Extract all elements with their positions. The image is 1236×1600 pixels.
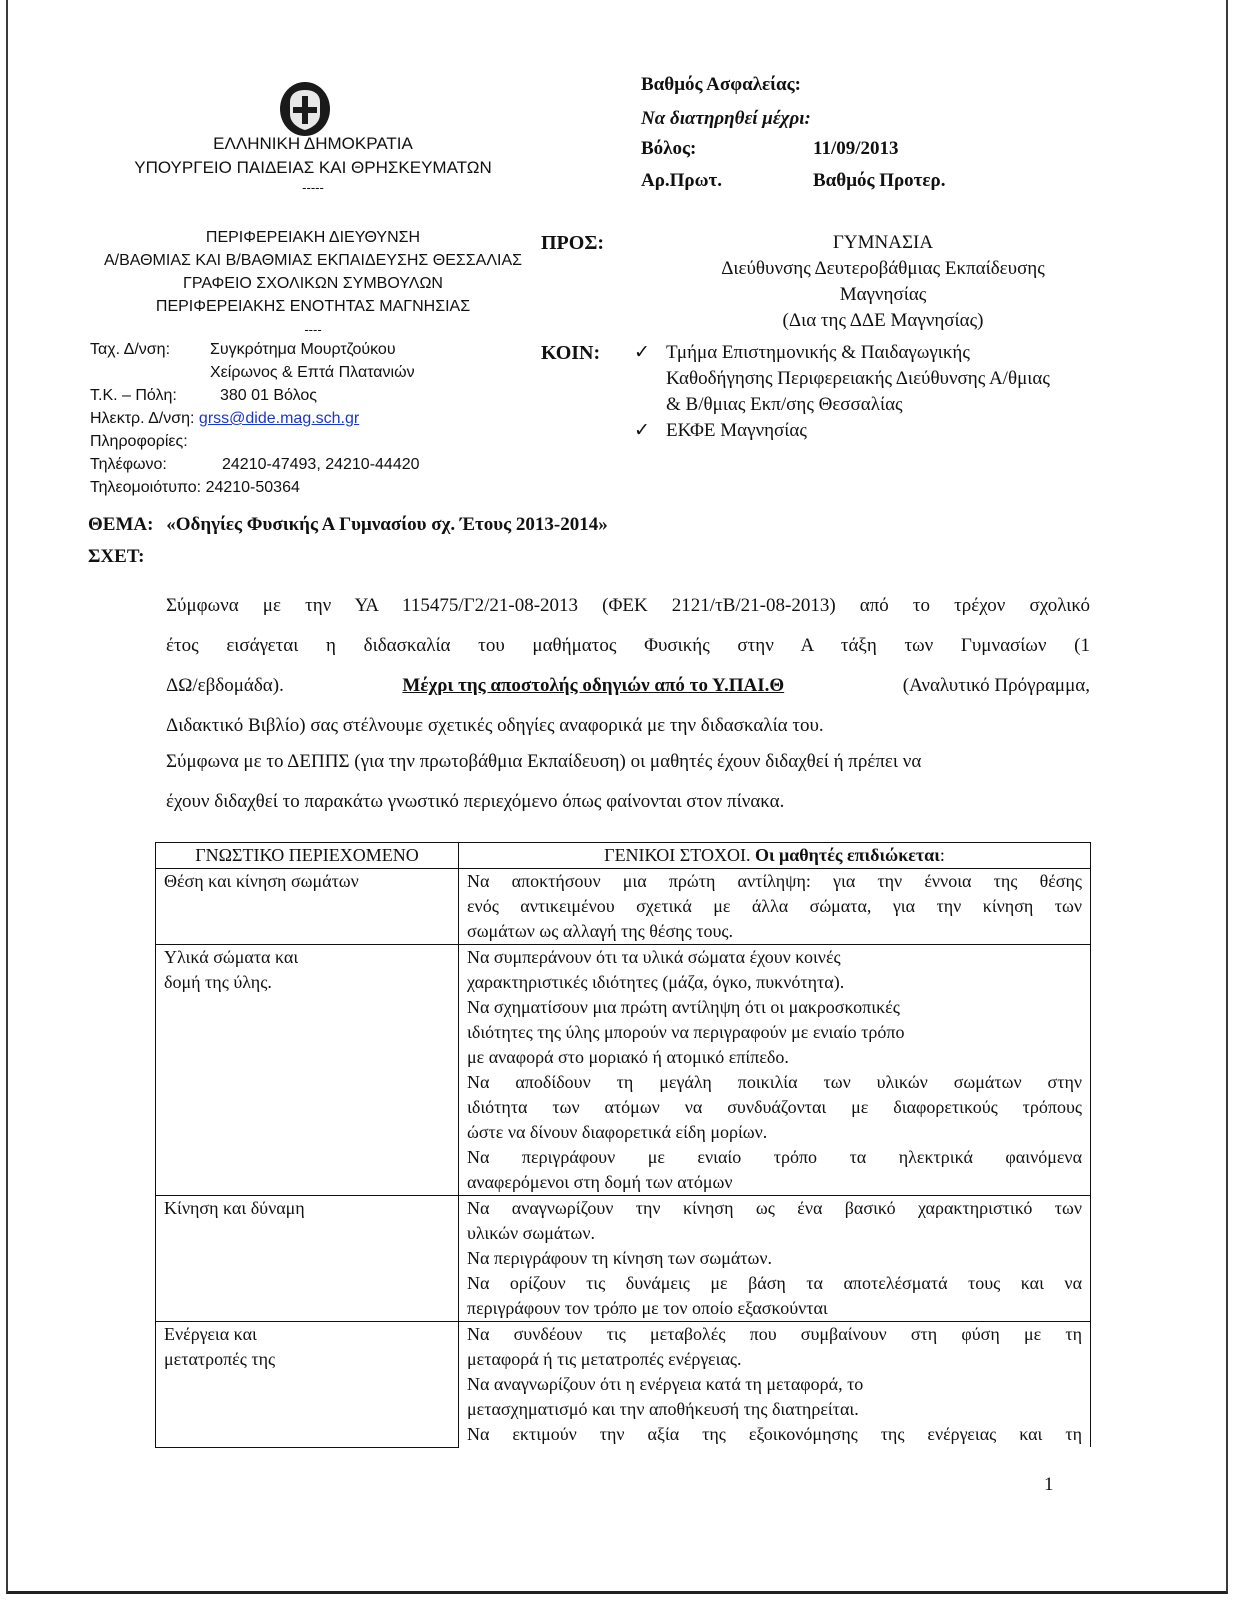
department-line: Α/ΒΑΘΜΙΑΣ ΚΑΙ Β/ΒΑΘΜΙΑΣ ΕΚΠΑΙΔΕΥΣΗΣ ΘΕΣΣΑΛΙΑΣ	[103, 252, 523, 269]
to-line: Διεύθυνσης Δευτεροβάθμιας Εκπαίδευσης	[721, 258, 1045, 279]
to-line: (Δια της ΔΔΕ Μαγνησίας)	[782, 310, 984, 331]
department-separator: ----	[304, 322, 322, 337]
cc-line: ΕΚΦΕ Μαγνησίας	[666, 420, 807, 441]
paragraph-2	[166, 742, 1090, 822]
goal-line: αναφερόμενοι στη δομή των ατόμων	[467, 1172, 733, 1192]
topic-cell	[156, 945, 459, 1196]
street-label: Ταχ. Δ/νση:	[90, 341, 171, 358]
department-line: ΠΕΡΙΦΕΡΕΙΑΚΗΣ ΕΝΟΤΗΤΑΣ ΜΑΓΝΗΣΙΑΣ	[155, 298, 471, 315]
country-name: ΕΛΛΗΝΙΚΗ ΔΗΜΟΚΡΑΤΙΑ	[213, 134, 413, 153]
goal-line: μεταφορά ή τις μετατροπές ενέργειας.	[467, 1349, 742, 1369]
left-header	[98, 132, 528, 196]
city-value: 380 01 Βόλος	[220, 387, 318, 404]
goal-line: Να αναγνωρίζουν ότι η ενέργεια κατά τη μεταφορά, το	[467, 1374, 864, 1394]
street-line1: Συγκρότημα Μουρτζούκου	[210, 341, 396, 358]
topic-cell	[156, 869, 459, 945]
table-row	[156, 869, 1091, 945]
cc-line: & Β/θμιας Εκπ/σης Θεσσαλίας	[666, 394, 903, 415]
check-icon: ✓	[634, 420, 650, 441]
paragraph-line: έτος εισάγεται η διδασκαλία του μαθήματος Φυσικής στην Α τάξη των Γυμνασίων (1	[166, 635, 1090, 656]
header-text: ΓΕΝΙΚΟΙ ΣΤΟΧΟΙ.	[604, 845, 755, 865]
table-header-row	[156, 843, 1091, 869]
goals-cell	[459, 1322, 1091, 1448]
goal-line: ιδιότητα των ατόμων να συνδυάζονται με διαφορετικούς τρόπους	[467, 1097, 1082, 1117]
topic-line: μετατροπές της	[164, 1349, 276, 1369]
paragraph-segment: (Αναλυτικό Πρόγραμμα,	[902, 675, 1090, 696]
check-icon: ✓	[634, 342, 650, 363]
cc-list	[634, 340, 1134, 444]
topic-line: Κίνηση και δύναμη	[164, 1198, 305, 1218]
goal-line: ώστε να δίνουν διαφορετικά είδη μορίων.	[467, 1122, 768, 1142]
goal-line: υλικών σωμάτων.	[467, 1223, 596, 1243]
topic-cell	[156, 1322, 459, 1448]
topic-line: Ενέργεια και	[164, 1324, 257, 1344]
subject-line	[88, 514, 608, 536]
security-label: Βαθμός Ασφαλείας:	[641, 74, 801, 95]
paragraph-line	[166, 666, 1090, 706]
department-line: ΠΕΡΙΦΕΡΕΙΑΚΗ ΔΙΕΥΘΥΝΣΗ	[205, 229, 421, 246]
email-link[interactable]: grss@dide.mag.sch.gr	[198, 410, 360, 427]
cc-line: Τμήμα Επιστημονικής & Παιδαγωγικής	[666, 342, 970, 363]
document-page	[6, 0, 1228, 1594]
goal-line: ενός αντικειμένου σχετικά με άλλα σώματα, για την κίνηση των	[467, 896, 1082, 916]
to-line: ΓΥΜΝΑΣΙΑ	[832, 232, 934, 253]
goal-line: περιγράφουν τον τρόπο με τον οποίο εξασκούνται	[467, 1298, 828, 1318]
table-row	[156, 945, 1091, 1196]
info-label: Πληροφορίες:	[90, 433, 188, 450]
to-recipients	[668, 230, 1098, 334]
goal-line: χαρακτηριστικές ιδιότητες (μάζα, όγκο, πυκνότητα).	[467, 972, 845, 992]
fax-label: Τηλεομοιότυπο:	[90, 479, 202, 496]
goal-line: Να ορίζουν τις δυνάμεις με βάση τα αποτελέσματά τους και να	[467, 1273, 1082, 1293]
goal-line: Να συμπεράνουν ότι τα υλικά σώματα έχουν κοινές	[467, 947, 841, 967]
paragraph-emphasis: Μέχρι της αποστολής οδηγιών από το Υ.ΠΑΙ.Θ	[402, 675, 785, 696]
table-header-goals	[459, 843, 1091, 869]
goal-line: Να αποκτήσουν μια πρώτη αντίληψη: για την έννοια της θέσης	[467, 871, 1082, 891]
paragraph-line: Διδακτικό Βιβλίο) σας στέλνουμε σχετικές οδηγίες αναφορικά με την διδασκαλία του.	[166, 715, 824, 736]
goals-cell	[459, 869, 1091, 945]
goal-line: με αναφορά στο μοριακό ή ατομικό επίπεδο.	[467, 1047, 789, 1067]
header-text-bold: Οι μαθητές επιδιώκεται	[754, 845, 940, 865]
topic-line: Θέση και κίνηση σωμάτων	[164, 871, 359, 891]
street-line2: Χείρωνος & Επτά Πλατανιών	[210, 364, 415, 381]
goal-line: Να εκτιμούν την αξία της εξοικονόμησης της ενέργειας και τη	[467, 1424, 1082, 1444]
rel-label: ΣΧΕΤ:	[88, 546, 145, 567]
table-row	[156, 1196, 1091, 1322]
to-label: ΠΡΟΣ:	[541, 232, 605, 254]
fax-value: 24210-50364	[205, 479, 300, 496]
phone-label: Τηλέφωνο:	[90, 456, 167, 473]
subject-label: ΘΕΜΑ:	[88, 514, 154, 535]
goals-cell	[459, 1196, 1091, 1322]
topic-line: Υλικά σώματα και	[164, 947, 299, 967]
goal-line: Να αναγνωρίζουν την κίνηση ως ένα βασικό χαρακτηριστικό των	[467, 1198, 1082, 1218]
goal-line: Να περιγράφουν τη κίνηση των σωμάτων.	[467, 1248, 773, 1268]
cc-label: ΚΟΙΝ:	[541, 342, 601, 364]
keep-until-label: Να διατηρηθεί μέχρι:	[641, 108, 811, 129]
department-block	[98, 226, 528, 338]
subject-text: «Οδηγίες Φυσικής Α Γυμνασίου σχ. Έτους 2013-2014»	[166, 514, 608, 535]
paragraph-line: Σύμφωνα με το ΔΕΠΠΣ (για την πρωτοβάθμια Εκπαίδευση) οι μαθητές έχουν διδαχθεί ή πρέπει να	[166, 751, 922, 772]
paragraph-line: Σύμφωνα με την ΥΑ 115475/Γ2/21-08-2013 (ΦΕΚ 2121/τΒ/21-08-2013) από το τρέχον σχολικό	[166, 595, 1090, 616]
email-label: Ηλεκτρ. Δ/νση:	[90, 410, 195, 427]
content-table	[155, 842, 1091, 1448]
address-block	[90, 338, 420, 499]
paragraph-line: έχουν διδαχθεί το παρακάτω γνωστικό περιεχόμενο όπως φαίνονται στον πίνακα.	[166, 791, 785, 812]
department-line: ΓΡΑΦΕΙΟ ΣΧΟΛΙΚΩΝ ΣΥΜΒΟΥΛΩΝ	[183, 275, 443, 292]
goal-line: μετασχηματισμό και την αποθήκευσή της διατηρείται.	[467, 1399, 859, 1419]
table-header-topic: ΓΝΩΣΤΙΚΟ ΠΕΡΙΕΧΟΜΕΝΟ	[156, 843, 459, 869]
header-text: :	[939, 845, 945, 865]
page-number: 1	[1044, 1474, 1054, 1495]
priority-label: Βαθμός Προτερ.	[813, 170, 946, 191]
protocol-label: Αρ.Πρωτ.	[641, 170, 722, 191]
paragraph-segment: ΔΩ/εβδομάδα).	[166, 675, 284, 696]
city-label: Τ.Κ. – Πόλη:	[90, 387, 177, 404]
goal-line: Να σχηματίσουν μια πρώτη αντίληψη ότι οι μακροσκοπικές	[467, 997, 900, 1017]
header-separator: -----	[302, 180, 324, 195]
goal-line: ιδιότητες της ύλης μπορούν να περιγραφούν με ενιαίο τρόπο	[467, 1022, 905, 1042]
topic-cell	[156, 1196, 459, 1322]
goal-line: Να συνδέουν τις μεταβολές που συμβαίνουν στη φύση με τη	[467, 1324, 1082, 1344]
to-line: Μαγνησίας	[839, 284, 927, 305]
topic-line: δομή της ύλης.	[164, 972, 272, 992]
cc-line: Καθοδήγησης Περιφερειακής Διεύθυνσης Α/θμιας	[666, 368, 1050, 389]
paragraph-1	[166, 586, 1090, 746]
greek-crest-icon	[278, 80, 332, 138]
phone-value: 24210-47493, 24210-44420	[222, 456, 420, 473]
table-row	[156, 1322, 1091, 1448]
place-label: Βόλος:	[641, 138, 697, 159]
goal-line: σωμάτων ως αλλαγή της θέσης τους.	[467, 921, 733, 941]
document-date: 11/09/2013	[813, 138, 899, 159]
goals-cell	[459, 945, 1091, 1196]
goal-line: Να περιγράφουν με ενιαίο τρόπο τα ηλεκτρικά φαινόμενα	[467, 1147, 1082, 1167]
ministry-name: ΥΠΟΥΡΓΕΙΟ ΠΑΙΔΕΙΑΣ ΚΑΙ ΘΡΗΣΚΕΥΜΑΤΩΝ	[134, 158, 492, 177]
goal-line: Να αποδίδουν τη μεγάλη ποικιλία των υλικών σωμάτων στην	[467, 1072, 1082, 1092]
